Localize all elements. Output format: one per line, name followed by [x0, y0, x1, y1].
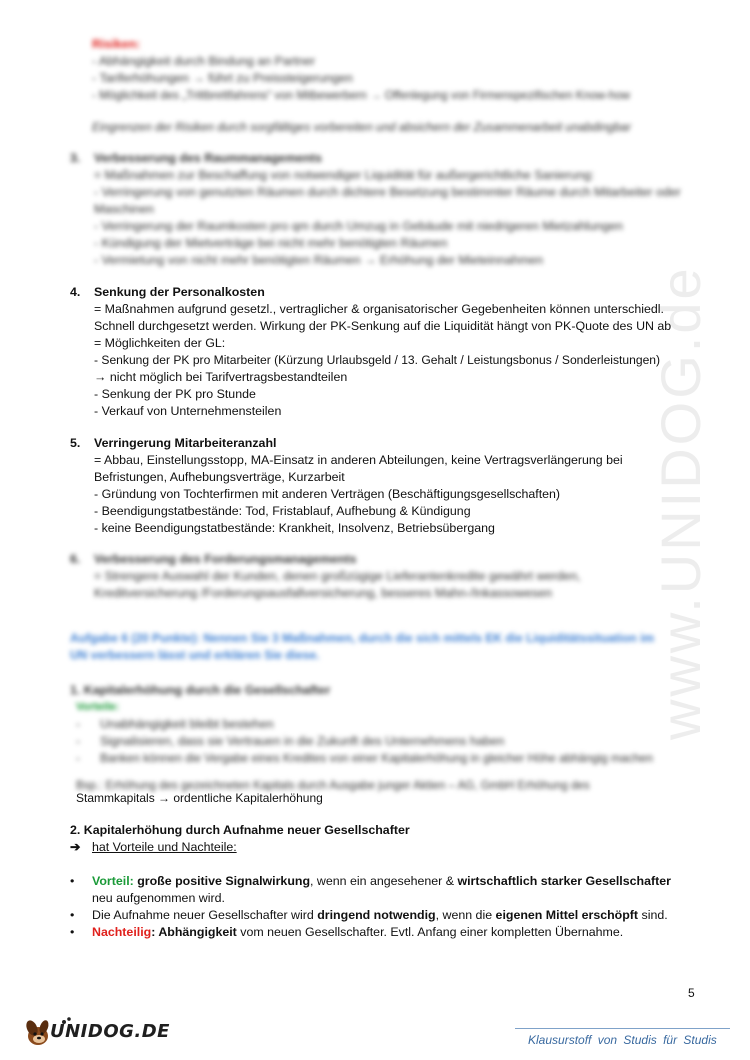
- section-5-title: Verringerung Mitarbeiteranzahl: [94, 436, 277, 450]
- k1-item: Banken können die Vergabe eines Kredites von einer Kapitalerhöhung in gleicher Höhe abhängig machen: [100, 751, 653, 765]
- section-4-line: = Möglichkeiten der GL:: [94, 336, 226, 350]
- section-3-title: Verbesserung des Raummanagements: [94, 151, 322, 165]
- section-3-line: - Verringerung der Raumkosten pro qm durch Umzug in Gebäude mit niedrigeren Mietzahlungen: [94, 219, 623, 233]
- section-5: [70, 435, 710, 537]
- k2-b2-bold1: dringend notwendig: [317, 908, 436, 922]
- section-5-line: - Gründung von Tochterfirmen mit anderen Verträgen (Beschäftigungsgesellschaften): [94, 487, 561, 501]
- section-6-title: Verbesserung des Forderungsmanagements: [94, 552, 357, 566]
- watermark: www.UNIDOG.de: [649, 265, 712, 740]
- section-3-line: - Verringerung von genutzten Räumen durch dichtere Besetzung bestimmter Räume durch Mitarbeiter oder: [94, 185, 681, 199]
- bullet-icon: •: [70, 925, 75, 939]
- k2-title: 2. Kapitalerhöhung durch Aufnahme neuer Gesellschafter: [70, 823, 410, 837]
- section-4-line: - Verkauf von Unternehmensteilen: [94, 404, 282, 418]
- k1-title: 1. Kapitalerhöhung durch die Gesellschafter: [70, 683, 331, 697]
- page-number: 5: [688, 986, 695, 1000]
- section-4-line: Schnell durchgesetzt werden. Wirkung der PK-Senkung auf die Liquidität hängt von PK-Quote des UN ab: [94, 319, 672, 333]
- k2-b3-text: vom neuen Gesellschafter. Evtl. Anfang einer kompletten Übernahme.: [236, 925, 624, 939]
- blurred-task-6: [70, 630, 710, 664]
- section-3-line: - Kündigung der Mietverträge bei nicht mehr benötigten Räumen: [94, 236, 448, 250]
- section-6-number: 6.: [70, 552, 81, 566]
- k2-b2-text2: , wenn die: [435, 908, 496, 922]
- risk-line: - Möglichkeit des „Trittbrettfahrens“ von Mitbewerbern → Offenlegung von Firmenspezifischen Know-how: [92, 89, 631, 102]
- section-5-line: Befristungen, Aufhebungsverträge, Kurzarbeit: [94, 470, 345, 484]
- k2-b1-text2: neu aufgenommen wird.: [92, 891, 225, 905]
- k1-item: Unabhängigkeit bleibt bestehen: [100, 717, 274, 731]
- k1-pro-label: Vorteile:: [76, 701, 120, 713]
- section-3-number: 3.: [70, 151, 81, 165]
- blurred-section-3: [70, 150, 710, 269]
- k2-b1-label: Vorteil:: [92, 874, 134, 888]
- section-4-line: - Senkung der PK pro Stunde: [94, 387, 256, 401]
- bullet-icon: •: [70, 908, 75, 922]
- section-k2: [70, 822, 720, 941]
- k2-b3-label: Nachteilig: [92, 925, 152, 939]
- section-3-line: Maschinen: [94, 202, 154, 216]
- k2-arrow-line: hat Vorteile und Nachteile:: [92, 840, 237, 854]
- list-item: [70, 907, 720, 924]
- section-4-line: = Maßnahmen aufgrund gesetzl., vertraglicher & organisatorischer Gegebenheiten können unterschiedl.: [94, 302, 664, 316]
- section-5-number: 5.: [70, 436, 81, 450]
- k2-b1-bold2: wirtschaftlich starker Gesellschafter: [457, 874, 671, 888]
- k1-item: Signalisieren, dass sie Vertrauen in die Zukunft des Unternehmens haben: [100, 734, 505, 748]
- section-5-line: = Abbau, Einstellungsstopp, MA-Einsatz in anderen Abteilungen, keine Vertragsverlängerung bei: [94, 453, 623, 467]
- k2-b1-bold1: große positive Signalwirkung: [137, 874, 311, 888]
- risk-line: - Tariferhöhungen → führt zu Preissteigerungen: [92, 71, 353, 85]
- arrow-icon: ➔: [70, 840, 81, 854]
- bullet-icon: •: [70, 874, 75, 888]
- section-6-line: Kreditversicherung /Forderungsausfallversicherung, besseres Mahn-/Inkassowesen: [94, 586, 552, 600]
- arrow-icon: →: [94, 370, 107, 384]
- task-line: Aufgabe 6 (20 Punkte): Nennen Sie 3 Maßnahmen, durch die sich mittels EK die Liquiditätssituation im: [70, 631, 655, 645]
- section-4: [70, 284, 710, 420]
- risks-note: Eingrenzen der Risiken durch sorgfältiges vorbereiten und absichern der Zusammenarbeit unabdingbar: [92, 120, 632, 134]
- section-5-line: - Beendigungstatbestände: Tod, Fristablauf, Aufhebung & Kündigung: [94, 504, 471, 518]
- risk-line: - Abhängigkeit durch Bindung an Partner: [92, 54, 316, 68]
- section-4-line: - Senkung der PK pro Mitarbeiter (Kürzung Urlaubsgeld / 13. Gehalt / Leistungsbonus / Sonderleistungen): [94, 353, 661, 367]
- blurred-risks-block: [92, 36, 712, 136]
- section-4-number: 4.: [70, 285, 81, 299]
- k2-b3-bold: : Abhängigkeit: [151, 925, 237, 939]
- k1-example: Bsp.: Erhöhung des gezeichneten Kapitals durch Ausgabe junger Aktien – AG, GmbH Erhöhung des: [76, 779, 590, 792]
- blurred-section-6: [70, 551, 710, 602]
- section-4-line: nicht möglich bei Tarifvertragsbestandteilen: [106, 370, 348, 384]
- k2-b2-text3: sind.: [638, 908, 668, 922]
- list-item: [70, 924, 720, 941]
- risks-title: Risiken:: [92, 37, 141, 51]
- task-line: UN verbessern lässt und erklären Sie diese.: [70, 648, 320, 662]
- logo-text: UNIDOG.DE: [50, 1021, 170, 1042]
- section-4-title: Senkung der Personalkosten: [94, 285, 265, 299]
- list-item: [70, 873, 720, 907]
- k2-b2-bold2: eigenen Mittel erschöpft: [495, 908, 639, 922]
- k2-b2-text1: Die Aufnahme neuer Gesellschafter wird: [92, 908, 318, 922]
- footer-tagline: Klausurstoff von Studis für Studis: [528, 1033, 717, 1047]
- section-3-line: - Vermietung von nicht mehr benötigten Räumen → Erhöhung der Mieteinnahmen: [94, 253, 544, 267]
- footer-divider: [515, 1028, 730, 1029]
- section-3-line: = Maßnahmen zur Beschaffung von notwendiger Liquidität für außergerichtliche Sanierung:: [94, 168, 595, 182]
- section-6-line: = Strengere Auswahl der Kunden, denen großzügige Lieferantenkredite gewährt werden,: [94, 569, 581, 583]
- k2-b1-text1: , wenn ein angesehener &: [310, 874, 458, 888]
- section-5-line: - keine Beendigungstatbestände: Krankheit, Insolvenz, Betriebsübergang: [94, 521, 495, 535]
- k1-example-continuation: Stammkapitals → ordentliche Kapitalerhöhung: [76, 791, 323, 805]
- blurred-k1: 1. Kapitalerhöhung durch die Gesellschafter Vorteile: - Unabhängigkeit bleibt bestehen - Signalisieren, dass sie Vertrauen in die Zukunft des Unternehmens haben - Banken können die Vergabe eines Kredites von einer Kapitalerhöhung in gleicher Höhe abhängig machen Bsp.: Erhöhung des gezeichneten Kapitals durch Ausgabe junger Aktien – AG, GmbH Erhöhung des: [70, 682, 720, 794]
